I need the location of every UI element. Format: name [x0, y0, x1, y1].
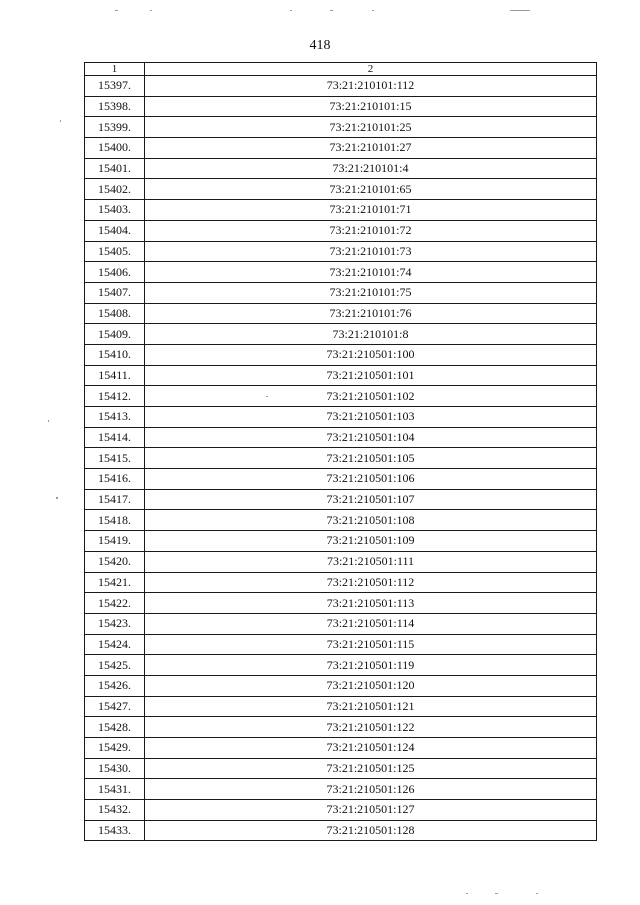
- row-number-cell: 15415.: [85, 448, 145, 469]
- table-row: [85, 76, 597, 97]
- table-row: [85, 344, 597, 365]
- row-number-cell: 15406.: [85, 262, 145, 283]
- cadastral-number-cell: 73:21:210101:74: [145, 262, 597, 283]
- cadastral-number-cell: 73:21:210501:121: [145, 696, 597, 717]
- row-number-cell: 15431.: [85, 779, 145, 800]
- cadastral-number-cell: 73:21:210101:71: [145, 200, 597, 221]
- table-row: [85, 262, 597, 283]
- table-body: [85, 76, 597, 841]
- row-number-cell: 15399.: [85, 117, 145, 138]
- table-row: [85, 572, 597, 593]
- column-header-2: 2: [145, 63, 597, 76]
- row-number-cell: 15429.: [85, 738, 145, 759]
- cadastral-number-cell: 73:21:210501:127: [145, 800, 597, 821]
- cadastral-number-cell: 73:21:210501:125: [145, 758, 597, 779]
- table-row: [85, 282, 597, 303]
- cadastral-number-cell: 73:21:210501:119: [145, 655, 597, 676]
- cadastral-number-cell: 73:21:210501:100: [145, 344, 597, 365]
- row-number-cell: 15420.: [85, 551, 145, 572]
- table-row: [85, 138, 597, 159]
- row-number-cell: 15412.: [85, 386, 145, 407]
- table-row: [85, 220, 597, 241]
- cadastral-number-cell: 73:21:210501:114: [145, 613, 597, 634]
- table-row: [85, 117, 597, 138]
- cadastral-number-cell: 73:21:210101:75: [145, 282, 597, 303]
- row-number-cell: 15432.: [85, 800, 145, 821]
- row-number-cell: 15408.: [85, 303, 145, 324]
- cadastral-number-cell: 73:21:210501:104: [145, 427, 597, 448]
- table-row: [85, 469, 597, 490]
- table-row: [85, 324, 597, 345]
- table-row: [85, 779, 597, 800]
- row-number-cell: 15428.: [85, 717, 145, 738]
- row-number-cell: 15425.: [85, 655, 145, 676]
- row-number-cell: 15397.: [85, 76, 145, 97]
- cadastral-number-cell: 73:21:210101:72: [145, 220, 597, 241]
- cadastral-number-cell: 73:21:210501:108: [145, 510, 597, 531]
- row-number-cell: 15422.: [85, 593, 145, 614]
- cadastral-number-cell: 73:21:210501:105: [145, 448, 597, 469]
- cadastral-number-cell: 73:21:210501:111: [145, 551, 597, 572]
- row-number-cell: 15398.: [85, 96, 145, 117]
- cadastral-number-cell: 73:21:210501:122: [145, 717, 597, 738]
- row-number-cell: 15411.: [85, 365, 145, 386]
- row-number-cell: 15418.: [85, 510, 145, 531]
- row-number-cell: 15417.: [85, 489, 145, 510]
- row-number-cell: 15423.: [85, 613, 145, 634]
- row-number-cell: 15424.: [85, 634, 145, 655]
- table-row: [85, 655, 597, 676]
- cadastral-number-cell: 73:21:210501:106: [145, 469, 597, 490]
- row-number-cell: 15433.: [85, 820, 145, 841]
- page-number: 418: [309, 38, 331, 53]
- row-number-cell: 15427.: [85, 696, 145, 717]
- row-number-cell: 15416.: [85, 469, 145, 490]
- table-row: [85, 675, 597, 696]
- table-row: [85, 303, 597, 324]
- cadastral-number-cell: 73:21:210501:115: [145, 634, 597, 655]
- cadastral-number-cell: 73:21:210101:4: [145, 158, 597, 179]
- cadastral-number-cell: 73:21:210101:65: [145, 179, 597, 200]
- table-row: [85, 820, 597, 841]
- table-row: [85, 96, 597, 117]
- table-row: [85, 551, 597, 572]
- cadastral-number-cell: 73:21:210501:101: [145, 365, 597, 386]
- table-row: [85, 448, 597, 469]
- cadastral-number-cell: 73:21:210501:109: [145, 531, 597, 552]
- table-row: [85, 510, 597, 531]
- table-row: [85, 158, 597, 179]
- table-row: [85, 634, 597, 655]
- table-row: [85, 241, 597, 262]
- row-number-cell: 15402.: [85, 179, 145, 200]
- table-row: [85, 738, 597, 759]
- cadastral-number-cell: 73:21:210101:76: [145, 303, 597, 324]
- table-row: [85, 386, 597, 407]
- cadastral-number-cell: 73:21:210101:15: [145, 96, 597, 117]
- table-row: [85, 489, 597, 510]
- cadastral-number-cell: 73:21:210101:25: [145, 117, 597, 138]
- cadastral-number-cell: 73:21:210501:120: [145, 675, 597, 696]
- table-row: [85, 800, 597, 821]
- cadastral-number-cell: 73:21:210501:103: [145, 407, 597, 428]
- cadastral-number-cell: 73:21:210501:113: [145, 593, 597, 614]
- row-number-cell: 15430.: [85, 758, 145, 779]
- column-header-1: 1: [85, 63, 145, 76]
- table-row: [85, 696, 597, 717]
- row-number-cell: 15413.: [85, 407, 145, 428]
- row-number-cell: 15410.: [85, 344, 145, 365]
- cadastral-number-cell: 73:21:210501:128: [145, 820, 597, 841]
- table-row: [85, 717, 597, 738]
- row-number-cell: 15421.: [85, 572, 145, 593]
- table-row: [85, 407, 597, 428]
- table-row: [85, 593, 597, 614]
- row-number-cell: 15414.: [85, 427, 145, 448]
- cadastral-number-cell: 73:21:210101:73: [145, 241, 597, 262]
- table-row: [85, 427, 597, 448]
- table-row: [85, 531, 597, 552]
- cadastral-number-cell: 73:21:210501:107: [145, 489, 597, 510]
- row-number-cell: 15426.: [85, 675, 145, 696]
- cadastral-number-cell: 73:21:210501:112: [145, 572, 597, 593]
- cadastral-number-cell: 73:21:210101:27: [145, 138, 597, 159]
- table-row: [85, 179, 597, 200]
- table-header-row: [85, 63, 597, 76]
- row-number-cell: 15405.: [85, 241, 145, 262]
- table-row: [85, 200, 597, 221]
- row-number-cell: 15403.: [85, 200, 145, 221]
- row-number-cell: 15407.: [85, 282, 145, 303]
- table-header: [85, 63, 597, 76]
- row-number-cell: 15419.: [85, 531, 145, 552]
- cadastral-number-cell: 73:21:210501:126: [145, 779, 597, 800]
- cadastral-table: [84, 62, 597, 841]
- row-number-cell: 15400.: [85, 138, 145, 159]
- table-row: [85, 365, 597, 386]
- cadastral-number-cell: 73:21:210501:124: [145, 738, 597, 759]
- cadastral-number-cell: 73:21:210101:112: [145, 76, 597, 97]
- cadastral-number-cell: 73:21:210101:8: [145, 324, 597, 345]
- row-number-cell: 15404.: [85, 220, 145, 241]
- cadastral-number-cell: 73:21:210501:102: [145, 386, 597, 407]
- row-number-cell: 15401.: [85, 158, 145, 179]
- row-number-cell: 15409.: [85, 324, 145, 345]
- table-row: [85, 758, 597, 779]
- table-row: [85, 613, 597, 634]
